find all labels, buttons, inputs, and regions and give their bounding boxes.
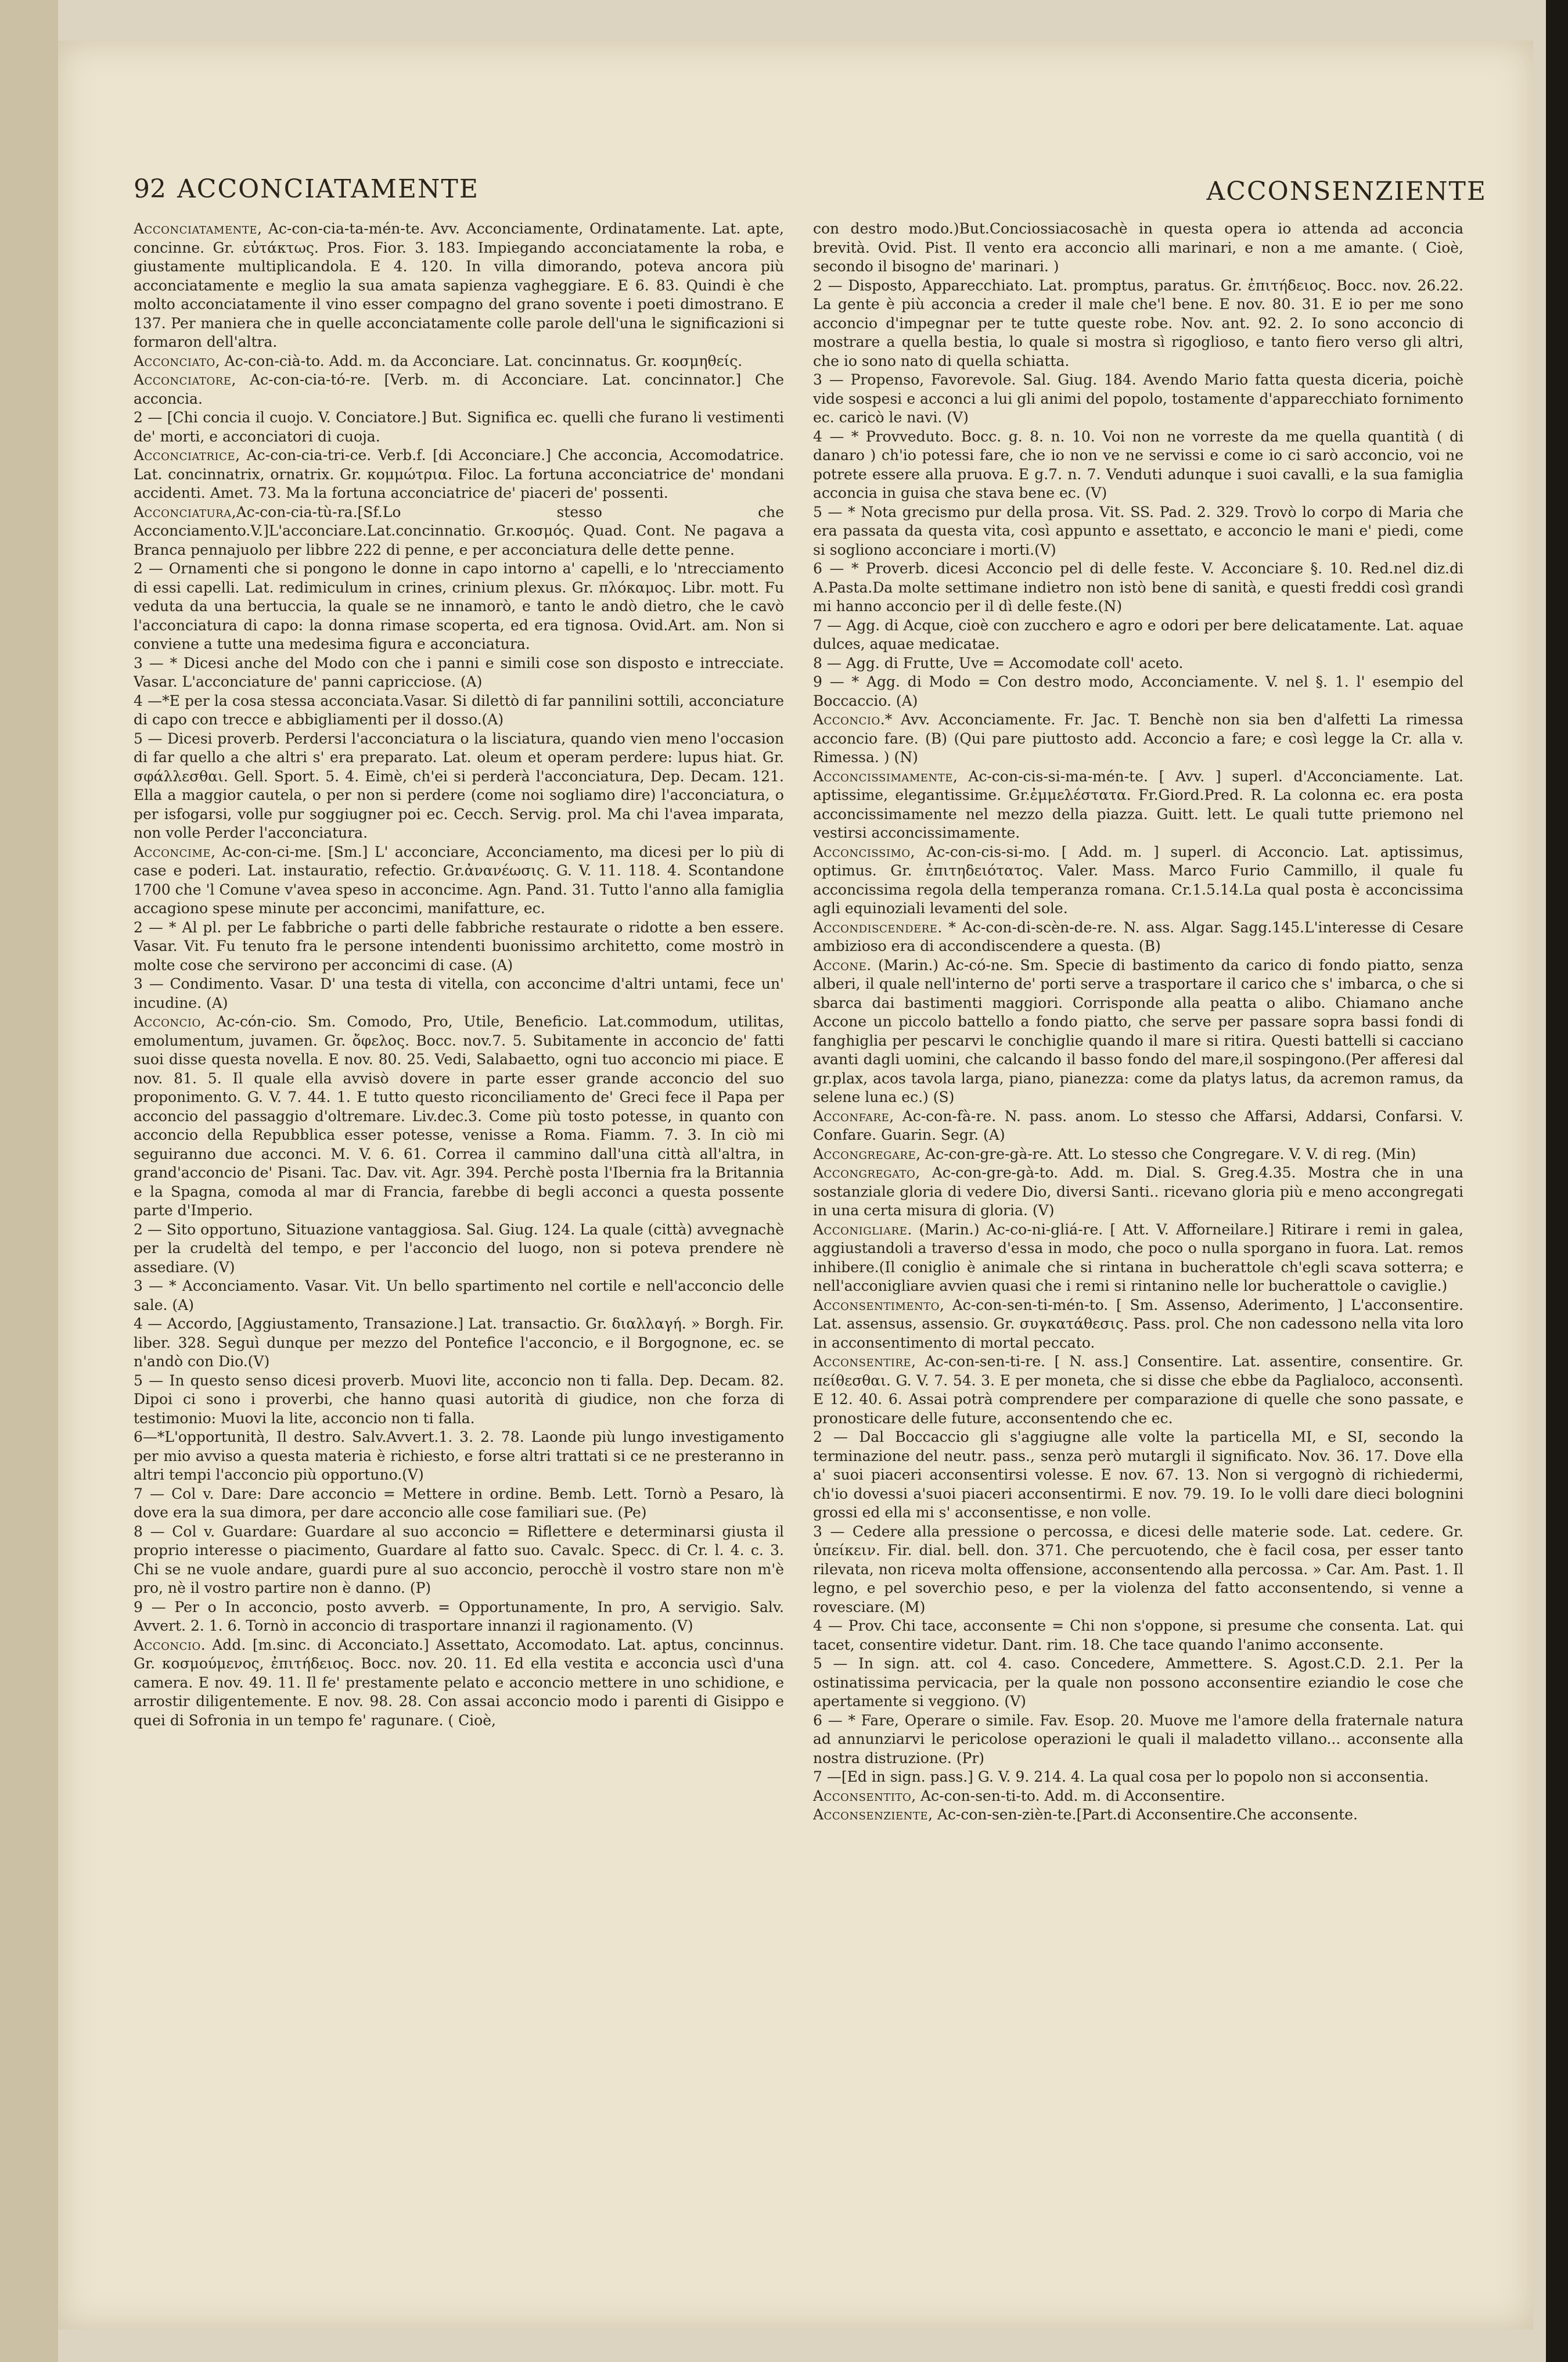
dictionary-entry xyxy=(813,428,1463,503)
entry-definition: . (Marin.) Ac-có-ne. Sm. Specie di bastimento da carico di fondo piatto, senza alberi, il quale nell'interno de' porti serve a trasportare il carico che s' imbarca, o che si sbarca dai bastimenti maggiori. Corrisponde alla peatta o alibo. Chiamano anche Accone un piccolo battello a fondo piatto, che serve per passare sopra bassi fondi di fanghiglia per pescarvi le conchiglie quando il mare si ritira. Questi battelli si cacciano avanti dagli uomini, che calcando il basso fondo del mare,il sospingono.(Per afferesi dal gr.plax, acos tavola larga, piano, pianezza: come da platys latus, da acremon ramus, da selene luna ec.) (S) xyxy=(813,956,1463,1105)
entry-definition: 8 — Col v. Guardare: Guardare al suo acconcio = Riflettere e determinarsi giusta il proprio interesse o piacimento, Guardare al fatto suo. Cavalc. Specc. di Cr. l. 4. c. 3. Chi se ne vuole andare, guardi pure al suo acconcio, perocchè il vostro stare non m'è pro, nè il vostro partire non è danno. (P) xyxy=(134,1523,784,1596)
entry-definition: 3 — Cedere alla pressione o percossa, e dicesi delle materie sode. Lat. cedere. Gr. ὑπείκειν. Fir. dial. bell. don. 371. Che percuotendo, che è facil cosa, per esser tanto rilevata, non riceva molta offensione, acconsentendo alla percossa. » Car. Am. Past. 1. Il legno, e pel soverchio peso, e per la violenza del fatto acconsentendo, si venne a rovesciare. (M) xyxy=(813,1523,1463,1616)
right-column xyxy=(813,220,1463,2276)
dictionary-entry xyxy=(813,1164,1463,1221)
dictionary-entry xyxy=(813,277,1463,371)
dictionary-entry xyxy=(134,1372,784,1428)
dictionary-entry xyxy=(813,1768,1463,1787)
entry-definition: 6 — * Fare, Operare o simile. Fav. Esop. 20. Muove me l'amore della fraternale natura ad annunziarvi le pericolose operazioni le quali il maladetto villano... acconsente alla nostra distruzione. (Pr) xyxy=(813,1711,1463,1767)
entry-headword: Acconciatore xyxy=(134,371,232,388)
entry-headword: Accongregare xyxy=(813,1145,916,1162)
entry-definition: 8 — Agg. di Frutte, Uve = Accomodate coll' aceto. xyxy=(813,654,1184,672)
dictionary-entry xyxy=(134,446,784,503)
entry-definition: 9 — Per o In acconcio, posto avverb. = Opportunamente, In pro, A servigio. Salv. Avvert. 2. 1. 6. Tornò in acconcio di trasportare innanzi il ragionamento. (V) xyxy=(134,1598,784,1634)
entry-definition: , Ac-con-ci-me. [Sm.] L' acconciare, Acconciamento, ma dicesi per lo più di case e poderi. Lat. instauratio, refectio. Gr.ἀνανέωσις. G. V. 11. 118. 4. Scontandone 1700 che 'l Comune v'avea speso in acconcime. Agn. Pand. 31. Tutto l'anno alla famiglia accagiono spese minute per acconcimi, manifatture, ec. xyxy=(134,843,784,917)
left-column xyxy=(134,220,784,2276)
entry-headword: Accondiscendere xyxy=(813,918,938,936)
entry-definition: , Ac-con-cia-tri-ce. Verb.f. [di Acconciare.] Che acconcia, Accomodatrice. Lat. concinnatrix, ornatrix. Gr. κομμώτρια. Filoc. La fortuna acconciatrice de' mondani accidenti. Amet. 73. Ma la fortuna acconciatrice de' piaceri de' possenti. xyxy=(134,447,784,501)
entry-definition: 9 — * Agg. di Modo = Con destro modo, Acconciamente. V. nel §. 1. l' esempio del Boccaccio. (A) xyxy=(813,673,1463,709)
scan-border xyxy=(1546,0,1568,2362)
entry-definition: 7 — Col v. Dare: Dare acconcio = Mettere in ordine. Bemb. Lett. Tornò a Pesaro, là dove era la sua dimora, per dare acconcio alle cose familiari sue. (Pe) xyxy=(134,1485,784,1521)
entry-definition: 6—*L'opportunità, Il destro. Salv.Avvert.1. 3. 2. 78. Laonde più lungo investigamento per mio avviso a questa materia è richiesto, e forse altri trattati si ce ne presteranno in altri tempi l'acconcio più opportuno.(V) xyxy=(134,1428,784,1483)
dictionary-entry xyxy=(134,843,784,918)
entry-headword: Acconciato xyxy=(134,352,215,369)
dictionary-entry xyxy=(813,1296,1463,1353)
entry-definition: 6 — * Proverb. dicesi Acconcio pel di delle feste. V. Acconciare §. 10. Red.nel diz.di A.Pasta.Da molte settimane indietro non istò bene di sanità, e questi freddi così grandi mi hanno acconcio per il dì delle feste.(N) xyxy=(813,560,1463,615)
dictionary-entry xyxy=(134,352,784,371)
entry-definition: , Ac-con-cià-to. Add. m. da Acconciare. Lat. concinnatus. Gr. κοσμηθείς. xyxy=(215,352,743,369)
entry-definition: 2 — [Chi concia il cuojo. V. Conciatore.] But. Significa ec. quelli che furano li vestimenti de' morti, e acconciatori di cuoja. xyxy=(134,409,784,445)
entry-definition: . Add. [m.sinc. di Acconciato.] Assettato, Accomodato. Lat. aptus, concinnus. Gr. κοσμούμενος, ἐπιτήδειος. Bocc. nov. 20. 11. Ed ella vestita e acconcia uscì d'una camera. E nov. 49. 11. Il fe' prestamente pelato e acconcio mettere in uno schidione, e arrostir diligentemente. E nov. 98. 28. Con assai acconcio modo i parenti di Gisippo e quei di Sofronia in un tempo fe' ragunare. ( Cioè, xyxy=(134,1636,784,1729)
running-head-right: ACCONSENZIENTE xyxy=(1206,177,1487,206)
entry-definition: , Ac-con-gre-gà-to. Add. m. Dial. S. Greg.4.35. Mostra che in una sostanziale gloria di vedere Dio, diversi Santi.. ricevano gloria più e meno accongregati in una certa misura di gloria. (V) xyxy=(813,1164,1463,1219)
dictionary-entry xyxy=(813,616,1463,654)
dictionary-entry xyxy=(134,1523,784,1598)
entry-definition: 3 — * Acconciamento. Vasar. Vit. Un bello spartimento nel cortile e nell'acconcio delle sale. (A) xyxy=(134,1277,784,1313)
entry-headword: Acconsentimento xyxy=(813,1296,940,1313)
dictionary-entry xyxy=(813,1711,1463,1768)
dictionary-entry xyxy=(813,843,1463,918)
dictionary-entry xyxy=(813,559,1463,616)
dictionary-entry xyxy=(813,710,1463,767)
dictionary-entry xyxy=(813,1654,1463,1711)
page-number: 92 xyxy=(134,174,166,204)
entry-definition: 4 — Prov. Chi tace, acconsente = Chi non s'oppone, si presume che consenta. Lat. qui tacet, consentire videtur. Dant. rim. 18. Che tace quando l'animo acconsente. xyxy=(813,1617,1463,1653)
dictionary-entry xyxy=(134,220,784,352)
entry-headword: Acconcio xyxy=(813,711,880,728)
dictionary-entry xyxy=(813,1352,1463,1428)
dictionary-entry xyxy=(813,1221,1463,1296)
dictionary-entry xyxy=(813,371,1463,428)
entry-definition: 4 — * Provveduto. Bocc. g. 8. n. 10. Voi non ne vorreste da me quella quantità ( di danaro ) ch'io potessi fare, che io non ve ne servissi e come io ci sarò acconcio, voi ne potrete essere alla pruova. E g.7. n. 7. Venduti adunque i suoi cavalli, e la sua famiglia acconcia in guisa che stava bene ec. (V) xyxy=(813,428,1463,501)
entry-definition: 5 — In questo senso dicesi proverb. Muovi lite, acconcio non ti falla. Dep. Decam. 82. Dipoi ci sono i proverbi, che hanno quasi autorità di giudice, non che forza di testimonio: Muovi la lite, acconcio non ti falla. xyxy=(134,1372,784,1427)
page-header xyxy=(134,174,1487,215)
entry-definition: 3 — * Dicesi anche del Modo con che i panni e simili cose son disposto e intrecciate. Vasar. L'acconciature de' panni capricciose. (A) xyxy=(134,654,784,690)
dictionary-entry xyxy=(813,918,1463,956)
entry-headword: Acconfare xyxy=(813,1107,890,1125)
entry-definition: , Ac-con-cia-tó-re. [Verb. m. di Acconciare. Lat. concinnator.] Che acconcia. xyxy=(134,371,784,407)
dictionary-entry xyxy=(134,371,784,408)
dictionary-entry xyxy=(134,1485,784,1523)
entry-headword: Accone xyxy=(813,956,867,974)
entry-headword: Acconcio xyxy=(134,1013,201,1030)
entry-definition: , Ac-con-sen-ti-mén-to. [ Sm. Assenso, Aderimento, ] L'acconsentire. Lat. assensus, assensio. Gr. συγκατάθεσις. Pass. prol. Che non cadessono nella vita loro in acconsentimento di mortal peccato. xyxy=(813,1296,1463,1351)
entry-headword: Acconciatamente xyxy=(134,220,257,237)
dictionary-entry xyxy=(134,654,784,692)
dictionary-entry xyxy=(134,1277,784,1315)
dictionary-entry xyxy=(134,975,784,1013)
entry-definition: , Ac-con-cia-ta-mén-te. Avv. Acconciamente, Ordinatamente. Lat. apte, concinne. Gr. εὐτάκτως. Pros. Fior. 3. 183. Impiegando acconciatamente la roba, e giustamente multiplicandola. E 4. 120. In villa dimorando, poteva ancora più acconciatamente e meglio la sua amata sapienza vagheggiare. E 6. 83. Quindi è che molto acconciatamente il vino esser compagno del grano sovente i poeti dimostrano. E 137. Per maniera che in quelle acconciatamente colle parole dell'una le significazioni si formaron dell'altra. xyxy=(134,220,784,350)
entry-headword: Acconcissimo xyxy=(813,843,911,860)
entry-headword: Acconsenziente xyxy=(813,1806,928,1823)
dictionary-entry xyxy=(813,1107,1463,1145)
entry-headword: Acconciatrice xyxy=(134,447,236,464)
dictionary-entry xyxy=(134,1636,784,1731)
dictionary-entry xyxy=(134,1428,784,1485)
entry-definition: , Ac-con-sen-ti-re. [ N. ass.] Consentire. Lat. assentire, consentire. Gr. πείθεσθαι. G. V. 7. 54. 3. E per moneta, che si disse che ebbe da Paglialoco, acconsentì. E 12. 40. 6. Assai potrà comprendere per comparazione di quelle che sono passate, e pronosticare delle future, acconsentendo che ec. xyxy=(813,1353,1463,1427)
entry-definition: 5 — * Nota grecismo pur della prosa. Vit. SS. Pad. 2. 329. Trovò lo corpo di Maria che era passata da questa vita, così appunto e assettato, e acconcio le mani e' piedi, come si sogliono acconciare i morti.(V) xyxy=(813,503,1463,558)
entry-definition: , Ac-con-cis-si-mo. [ Add. m. ] superl. di Acconcio. Lat. aptissimus, optimus. Gr. ἐπιτηδειότατος. Valer. Mass. Marco Furio Cammillo, il quale fu acconcissima regola della temperanza romana. Cr.1.5.14.La qual posta è acconcissima agli equinoziali levamenti del sole. xyxy=(813,843,1463,917)
dictionary-entry xyxy=(134,1598,784,1636)
entry-definition: 3 — Propenso, Favorevole. Sal. Giug. 184. Avendo Mario fatta questa diceria, poichè vide sospesi e acconci a lui gli animi del popolo, tostamente d'apparecchiato fornimento ec. caricò le navi. (V) xyxy=(813,371,1463,426)
dictionary-entry xyxy=(134,503,784,560)
entry-definition: 4 — Accordo, [Aggiustamento, Transazione.] Lat. transactio. Gr. διαλλαγή. » Borgh. Fir. liber. 328. Seguì dunque per mezzo del Pontefice l'acconcio, e il Borgognone, ec. se n'andò con Dio.(V) xyxy=(134,1315,784,1370)
entry-headword: Accongregato xyxy=(813,1164,916,1181)
dictionary-entry xyxy=(813,220,1463,277)
entry-definition: 2 — Ornamenti che si pongono le donne in capo intorno a' capelli, e lo 'ntrecciamento di essi capelli. Lat. redimiculum in crines, crinium plexus. Gr. πλόκαμος. Libr. mott. Fu veduta da una bertuccia, la quale se ne innamorò, e tanto le andò dietro, che le cavò l'acconciatura di capo: la donna rimase scoperta, ed era tignosa. Ovid.Art. am. Non si conviene a tutte una medesima figura e acconciatura. xyxy=(134,560,784,652)
dictionary-entry xyxy=(134,730,784,843)
dictionary-entry xyxy=(813,1523,1463,1617)
entry-definition: , Ac-con-gre-gà-re. Att. Lo stesso che Congregare. V. V. di reg. (Min) xyxy=(916,1145,1416,1162)
entry-headword: Acconcime xyxy=(134,843,211,860)
entry-definition: con destro modo.)But.Conciossiacosachè in questa opera io attenda ad acconcia brevità. Ovid. Pist. Il vento era acconcio alli marinari, e non a me amante. ( Cioè, secondo il bisogno de' marinari. ) xyxy=(813,220,1463,275)
dictionary-entry xyxy=(813,503,1463,560)
dictionary-entry xyxy=(813,673,1463,710)
entry-definition: 2 — * Al pl. per Le fabbriche o parti delle fabbriche restaurate o ridotte a ben essere. Vasar. Vit. Fu tenuto fra le persone intendenti buonissimo architetto, come mostrò in molte cose che servirono per acconcimi di case. (A) xyxy=(134,918,784,974)
entry-headword: Acconciatura xyxy=(134,503,232,520)
dictionary-entry xyxy=(134,692,784,730)
entry-definition: 5 — In sign. att. col 4. caso. Concedere, Ammettere. S. Agost.C.D. 2.1. Per la ostinatissima pervicacia, per la quale non possono acconsentire eziandio le cose che apertamente si veggiono. (V) xyxy=(813,1655,1463,1710)
dictionary-entry xyxy=(134,1221,784,1277)
entry-definition: 2 — Disposto, Apparecchiato. Lat. promptus, paratus. Gr. ἐπιτήδειος. Bocc. nov. 26.22. La gente è più acconcia a creder il male che'l bene. E nov. 80. 31. E io per me sono acconcio d'impegnar per te tutte queste robe. Nov. ant. 92. 2. Io sono acconcio di mostrare a quella bestia, lo quale si mostra sì rigoglioso, e tanto fiero verso gli altri, che io sono nato di quella schiatta. xyxy=(813,277,1463,369)
dictionary-entry xyxy=(813,1617,1463,1654)
dictionary-entry xyxy=(134,408,784,446)
dictionary-entry xyxy=(134,1315,784,1372)
entry-definition: . (Marin.) Ac-co-ni-gliá-re. [ Att. V. Afforneilare.] Ritirare i remi in galea, aggiustandoli a traverso d'essa in modo, che poco o nulla sporgano in fuora. Lat. remos inhibere.(Il coniglio è animale che si rintana in bucherattole ch'egli scava sotterra; e nell'acconigliare avvien quasi che i remi si rintanino nelle lor bucherattole o caviglie.) xyxy=(813,1221,1463,1294)
dictionary-entry xyxy=(134,559,784,654)
entry-definition: , Ac-con-cis-si-ma-mén-te. [ Avv. ] superl. d'Acconciamente. Lat. aptissime, elegantissime. Gr.ἐμμελέστατα. Fr.Giord.Pred. R. La colonna ec. era posta acconcissimamente nel mezzo della piazza. Guitt. lett. Le quali tutte priemono nel vestirsi acconcissimamente. xyxy=(813,767,1463,841)
entry-headword: Acconigliare xyxy=(813,1221,908,1238)
dictionary-entry xyxy=(134,1013,784,1221)
entry-definition: 3 — Condimento. Vasar. D' una testa di vitella, con acconcime d'altri untami, fece un' incudine. (A) xyxy=(134,975,784,1011)
entry-definition: 7 — Agg. di Acque, cioè con zucchero e agro e odori per bere delicatamente. Lat. aquae dulces, aquae medicatae. xyxy=(813,616,1463,652)
dictionary-entry xyxy=(813,1787,1463,1806)
entry-definition: , Ac-con-sen-ti-to. Add. m. di Acconsentire. xyxy=(911,1787,1225,1804)
dictionary-entry xyxy=(813,767,1463,843)
entry-definition: , Ac-con-fà-re. N. pass. anom. Lo stesso che Affarsi, Addarsi, Confarsi. V. Confare. Guarin. Segr. (A) xyxy=(813,1107,1463,1143)
entry-definition: .* Avv. Acconciamente. Fr. Jac. T. Benchè non sia ben d'alfetti La rimessa acconcio fare. (B) (Qui pare piuttosto add. Acconcio a fare; e così legge la Cr. alla v. Rimessa. ) (N) xyxy=(813,711,1463,766)
dictionary-entry xyxy=(134,918,784,975)
entry-headword: Acconcio xyxy=(134,1636,201,1653)
entry-definition: 4 —*E per la cosa stessa acconciata.Vasar. Si dilettò di far pannilini sottili, acconciature di capo con trecce e abbigliamenti per il dosso.(A) xyxy=(134,692,784,728)
dictionary-entry xyxy=(813,1428,1463,1523)
entry-definition: , Ac-con-sen-zièn-te.[Part.di Acconsentire.Che acconsente. xyxy=(927,1806,1358,1823)
entry-definition: 5 — Dicesi proverb. Perdersi l'acconciatura o la lisciatura, quando vien meno l'occasion di far quello a che altri s' era preparato. Lat. oleum et operam perdere: lupus hiat. Gr. σφάλλεσθαι. Gell. Sport. 5. 4. Eimè, ch'ei si perderà l'acconciatura, Dep. Decam. 121. Ella a maggior cautela, o per non si perdere (come noi sogliamo dire) l'acconciatura, o per isfogarsi, volle pur soggiugner poi ec. Cecch. Servig. prol. Ma chi l'avea imparata, non volle Perder l'acconciatura. xyxy=(134,730,784,841)
dictionary-entry xyxy=(813,1805,1463,1825)
dictionary-entry xyxy=(813,654,1463,673)
running-head-left: ACCONCIATAMENTE xyxy=(177,174,479,204)
dictionary-entry xyxy=(813,956,1463,1107)
entry-headword: Acconsentito xyxy=(813,1787,912,1804)
entry-headword: Acconcissimamente xyxy=(813,767,953,785)
entry-headword: Acconsentire xyxy=(813,1353,912,1370)
entry-definition: . * Ac-con-di-scèn-de-re. N. ass. Algar. Sagg.145.L'interesse di Cesare ambizioso era di accondiscendere a questa. (B) xyxy=(813,918,1463,954)
dictionary-entry xyxy=(813,1145,1463,1164)
entry-definition: ,Ac-con-cia-tù-ra.[Sf.Lo stesso che Acconciamento.V.]L'acconciare.Lat.concinnatio. Gr.κοσμός. Quad. Cont. Ne pagava a Branca pennajuolo per libbre 222 di penne, e per acconciatura delle dette penne. xyxy=(134,503,784,558)
entry-definition: 7 —[Ed in sign. pass.] G. V. 9. 214. 4. La qual cosa per lo popolo non si acconsentia. xyxy=(813,1768,1429,1785)
entry-definition: 2 — Dal Boccaccio gli s'aggiugne alle volte la particella MI, e SI, secondo la terminazione del neutr. pass., senza però mutargli il significato. Nov. 36. 17. Dove ella a' suoi piaceri acconsentirsi volesse. E nov. 67. 13. Non si vergognò di richiedermi, ch'io dovessi a'suoi piaceri acconsentirmi. E nov. 79. 19. Io le volli dare dieci bolognini grossi ed ella mi s' acconsentisse, e non volle. xyxy=(813,1428,1463,1521)
entry-definition: , Ac-cón-cio. Sm. Comodo, Pro, Utile, Beneficio. Lat.commodum, utilitas, emolumentum, juvamen. Gr. ὄφελος. Bocc. nov.7. 5. Subitamente in acconcio de' fatti suoi disse questa novella. E nov. 80. 25. Vedi, Salabaetto, ogni tuo acconcio mi piace. E nov. 81. 5. Il quale ella avvisò dovere in parte esser grande acconcio del suo proponimento. G. V. 7. 44. 1. E tutto questo riconciliamento de' Greci fece il Papa per acconcio del passaggio d'oltremare. Liv.dec.3. Come più tosto potesse, in quanto con acconcio della Repubblica esser potesse, venisse a Roma. Fiamm. 7. 3. In ciò mi seguiranno due acconci. M. V. 6. 61. Correa il cammino dall'una città all'altra, in grand'acconcio de' Pisani. Tac. Dav. vit. Agr. 394. Perchè posta l'Ibernia fra la Britannia e la Spagna, comoda al mar di Francia, farebbe di begli acconci a questa possente parte d'Imperio. xyxy=(134,1013,784,1219)
entry-definition: 2 — Sito opportuno, Situazione vantaggiosa. Sal. Giug. 124. La quale (città) avvegnachè per la crudeltà del tempo, e per l'acconcio del luogo, non si poteva prendere nè assediare. (V) xyxy=(134,1221,784,1276)
page-edge-shadow xyxy=(0,0,58,2362)
